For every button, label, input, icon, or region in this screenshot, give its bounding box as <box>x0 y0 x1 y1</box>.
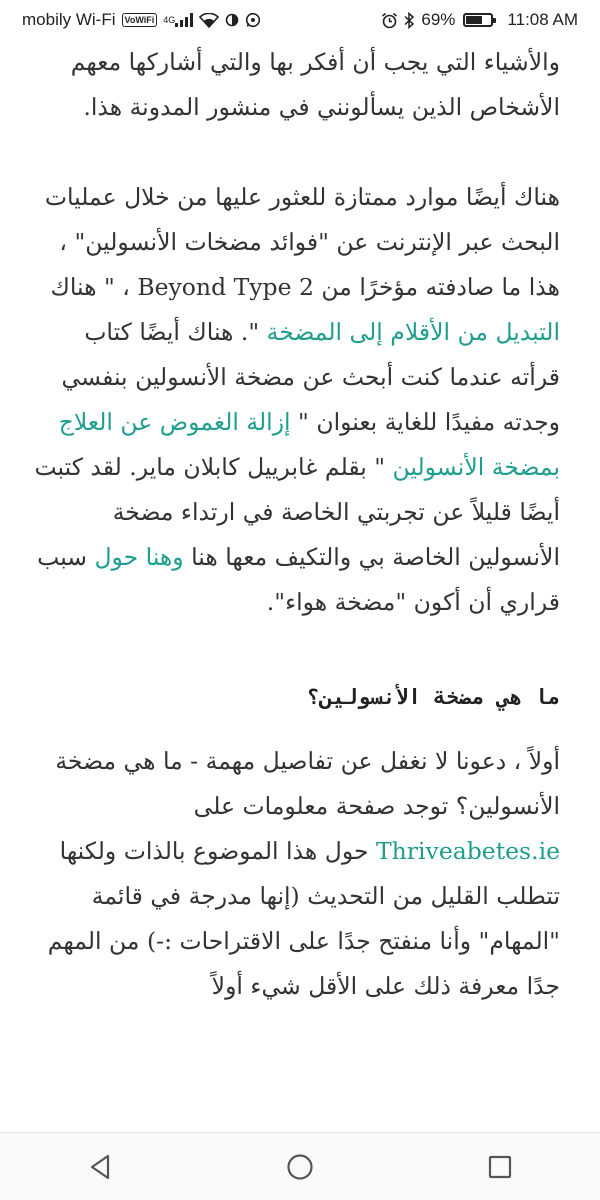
paragraph-resources <box>34 175 560 625</box>
alarm-icon <box>381 12 398 29</box>
clock: 11:08 AM <box>507 10 578 29</box>
bluetooth-icon <box>404 12 415 29</box>
carrier-label: mobily Wi-Fi <box>22 10 116 29</box>
section-heading: ما هي مضخة الأنسولين؟ <box>307 685 560 709</box>
resources-text-4: سبب قراري أن أكون "مضخة هواء". <box>37 543 560 616</box>
navigation-bar <box>0 1132 600 1200</box>
recents-button[interactable] <box>470 1142 530 1192</box>
pump-text-1: أولاً ، دعونا لا نغفل عن تفاصيل مهمة - ما هي مضخة الأنسولين؟ توجد صفحة معلومات على <box>55 747 560 820</box>
back-button[interactable] <box>70 1142 130 1192</box>
signal-icon <box>163 13 193 27</box>
battery-percent: 69% <box>421 10 456 29</box>
network-type: 4G <box>163 15 176 25</box>
pump-text-2: حول هذا الموضوع بالذات ولكنها تتطلب القليل من التحديث (إنها مدرجة في قائمة "المهام" وأنا منفتح جدًا على الاقتراحات :-) من المهم جدًا معرفة ذلك على الأقل شيء أولاً <box>47 837 560 1000</box>
resources-text-2: ". هناك أيضًا كتاب قرأته عندما كنت أبحث عن مضخة الأنسولين بنفسي وجدته مفيدًا للغاية بعنوان " <box>61 318 560 436</box>
link-here-about[interactable]: وهنا حول <box>94 543 184 571</box>
volte-badge-icon: VoWiFi <box>122 13 158 27</box>
link-demystifying-pump[interactable]: إزالة الغموض عن العلاج بمضخة الأنسولين <box>58 408 560 481</box>
paragraph-what-is-pump <box>34 739 560 1009</box>
home-button[interactable] <box>270 1142 330 1192</box>
data-saver-icon <box>225 13 239 27</box>
paragraph-intro: والأشياء التي يجب أن أفكر بها والتي أشاركها معهم الأشخاص الذين يسألونني في منشور المدونة هذا. <box>70 48 560 121</box>
back-icon <box>88 1154 112 1180</box>
status-right <box>381 10 578 30</box>
wifi-icon <box>199 13 219 28</box>
resources-text-3: " بقلم غابرييل كابلان ماير. لقد كتبت أيضًا قليلاً عن تجربتي الخاصة في ارتداء مضخة الأنسولين الخاصة بي والتكيف معها هنا <box>34 453 560 571</box>
link-thriveabetes[interactable]: Thriveabetes.ie <box>375 837 560 865</box>
battery-level-fill <box>466 16 482 24</box>
article-body <box>0 40 600 1009</box>
whatsapp-icon <box>245 12 261 28</box>
resources-text-1: هناك أيضًا موارد ممتازة للعثور عليها من خلال عمليات البحث عبر الإنترنت عن "فوائد مضخات الأنسولين" ، هذا ما صادفته مؤخرًا من Beyond Type 2 ، " هناك <box>44 183 560 301</box>
status-left <box>22 10 261 30</box>
status-bar <box>0 0 600 40</box>
recents-icon <box>488 1155 512 1179</box>
home-icon <box>286 1153 314 1181</box>
battery-icon <box>463 13 493 27</box>
article-scroll-area[interactable] <box>0 40 600 1133</box>
link-pens-to-pump[interactable]: التبديل من الأقلام إلى المضخة <box>266 318 560 346</box>
